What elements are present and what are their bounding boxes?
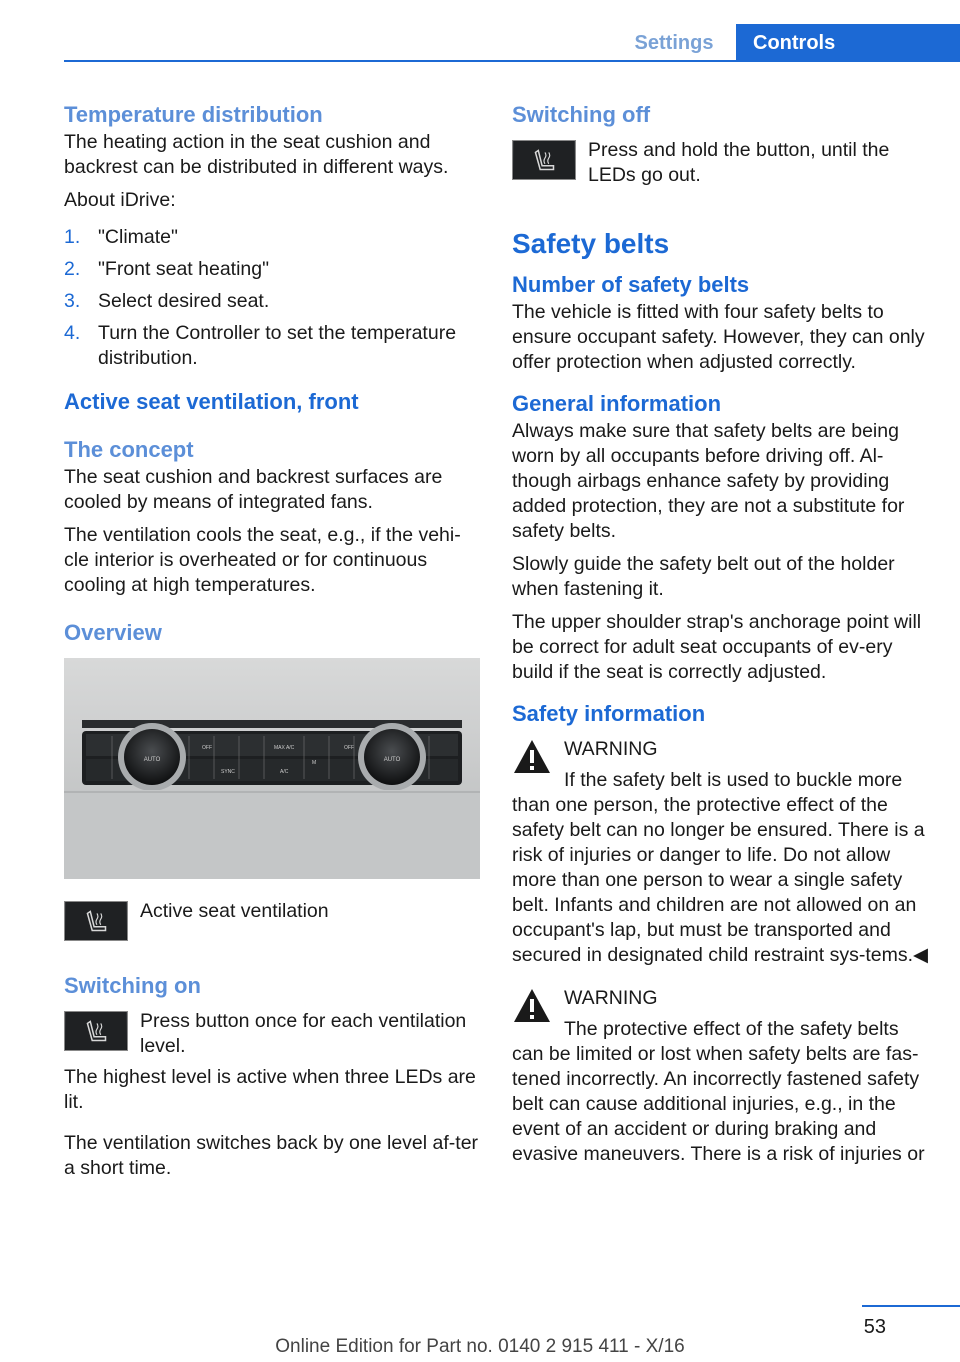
list-item xyxy=(64,257,480,282)
max-ac-label: MAX A/C xyxy=(274,745,295,751)
step-text: "Climate" xyxy=(98,226,178,248)
paragraph: Always make sure that safety belts are being worn by all occupants before driving off. Al-though airbags enhance safety by providing added protection, they are not a substitute for safety belts. xyxy=(512,420,905,542)
warning-text: The protective effect of the safety belts can be limited or lost when safety belts are fas-tened incorrectly. An incorrectly fastened safety belt can cause additional injuries, e.g., in the event of an accident or during braking and evasive maneuvers. There is a risk of injuries or xyxy=(512,1018,925,1165)
active-seat-ventilation-heading: Active seat ventilation, front xyxy=(64,389,359,414)
safety-information-heading: Safety information xyxy=(512,701,706,726)
steps-list xyxy=(64,225,480,371)
auto-label: AUTO xyxy=(383,757,401,763)
step-number: 4. xyxy=(64,322,81,344)
paragraph: The ventilation cools the seat, e.g., if the vehi-cle interior is overheated or for continuous cooling at high temperatures. xyxy=(64,524,461,596)
paragraph: The ventilation switches back by one level af-ter a short time. xyxy=(64,1132,479,1179)
header-controls-tab[interactable]: Controls xyxy=(736,24,960,60)
auto-label: AUTO xyxy=(143,757,161,763)
list-item xyxy=(64,225,480,250)
paragraph: Press button once for each ventilation level. xyxy=(140,1010,467,1057)
step-number: 2. xyxy=(64,258,81,280)
seat-ventilation-icon xyxy=(64,901,128,941)
list-item xyxy=(64,321,480,371)
switching-on-heading: Switching on xyxy=(64,973,201,998)
header-settings-tab[interactable]: Settings xyxy=(634,32,714,54)
switching-on-row xyxy=(64,1009,480,1059)
list-item xyxy=(64,289,480,314)
step-text: "Front seat heating" xyxy=(98,258,270,280)
warning-block xyxy=(512,737,932,968)
warning-text: If the safety belt is used to buckle more than one person, the protective effect of the safety belt can no longer be ensured. There is a risk of injuries or danger to life. Do not allow more than one person to wear a single safety belt. Infants and children are not allowed on an occupant's lap, but must be transported and secured in designated child restraint sys-tems.◀ xyxy=(512,769,929,966)
warning-title: WARNING xyxy=(564,987,658,1009)
overview-heading: Overview xyxy=(64,620,162,645)
warning-icon xyxy=(512,737,552,777)
paragraph: Press and hold the button, until the LEDs go out. xyxy=(588,139,890,186)
general-information-heading: General information xyxy=(512,391,722,416)
off-label: OFF xyxy=(202,745,212,751)
header-rule xyxy=(64,60,960,62)
temp-distribution-heading: Temperature distribution xyxy=(64,102,323,127)
paragraph: The highest level is active when three LEDs are lit. xyxy=(64,1066,476,1113)
left-column xyxy=(64,100,480,1189)
m-label: M xyxy=(312,760,317,766)
footer-rule xyxy=(862,1305,960,1307)
warning-block xyxy=(512,986,932,1167)
paragraph: The vehicle is fitted with four safety belts to ensure occupant safety. However, they can only offer protection when adjusted correctly. xyxy=(512,301,925,373)
paragraph: Slowly guide the safety belt out of the holder when fastening it. xyxy=(512,553,895,600)
paragraph: The seat cushion and backrest surfaces are cooled by means of integrated fans. xyxy=(64,466,443,513)
right-column xyxy=(512,100,932,1167)
step-number: 1. xyxy=(64,226,81,248)
step-number: 3. xyxy=(64,290,81,312)
switching-off-heading: Switching off xyxy=(512,102,651,127)
step-text: Turn the Controller to set the temperature distribution. xyxy=(98,322,457,369)
sync-label: SYNC xyxy=(221,769,235,775)
warning-title: WARNING xyxy=(564,738,658,760)
caption-row xyxy=(64,899,480,943)
safety-belts-heading: Safety belts xyxy=(512,228,670,259)
ac-label: A/C xyxy=(280,769,289,775)
switching-off-row xyxy=(512,138,932,188)
number-of-belts-heading: Number of safety belts xyxy=(512,272,750,297)
footer-edition: Online Edition for Part no. 0140 2 915 411 - X/16 xyxy=(275,1336,685,1357)
page-number: 53 xyxy=(863,1316,886,1338)
climate-control-panel-image xyxy=(64,658,480,879)
paragraph: About iDrive: xyxy=(64,189,176,211)
warning-icon xyxy=(512,986,552,1026)
concept-heading: The concept xyxy=(64,437,194,462)
step-text: Select desired seat. xyxy=(98,290,270,312)
image-caption: Active seat ventilation xyxy=(140,900,329,922)
paragraph: The upper shoulder strap's anchorage point will be correct for adult seat occupants of ev-ery build if the seat is correctly adjusted. xyxy=(512,611,922,683)
seat-ventilation-icon xyxy=(512,140,576,180)
paragraph: The heating action in the seat cushion and backrest can be distributed in different ways. xyxy=(64,131,449,178)
seat-ventilation-icon xyxy=(64,1011,128,1051)
off-label: OFF xyxy=(344,745,354,751)
